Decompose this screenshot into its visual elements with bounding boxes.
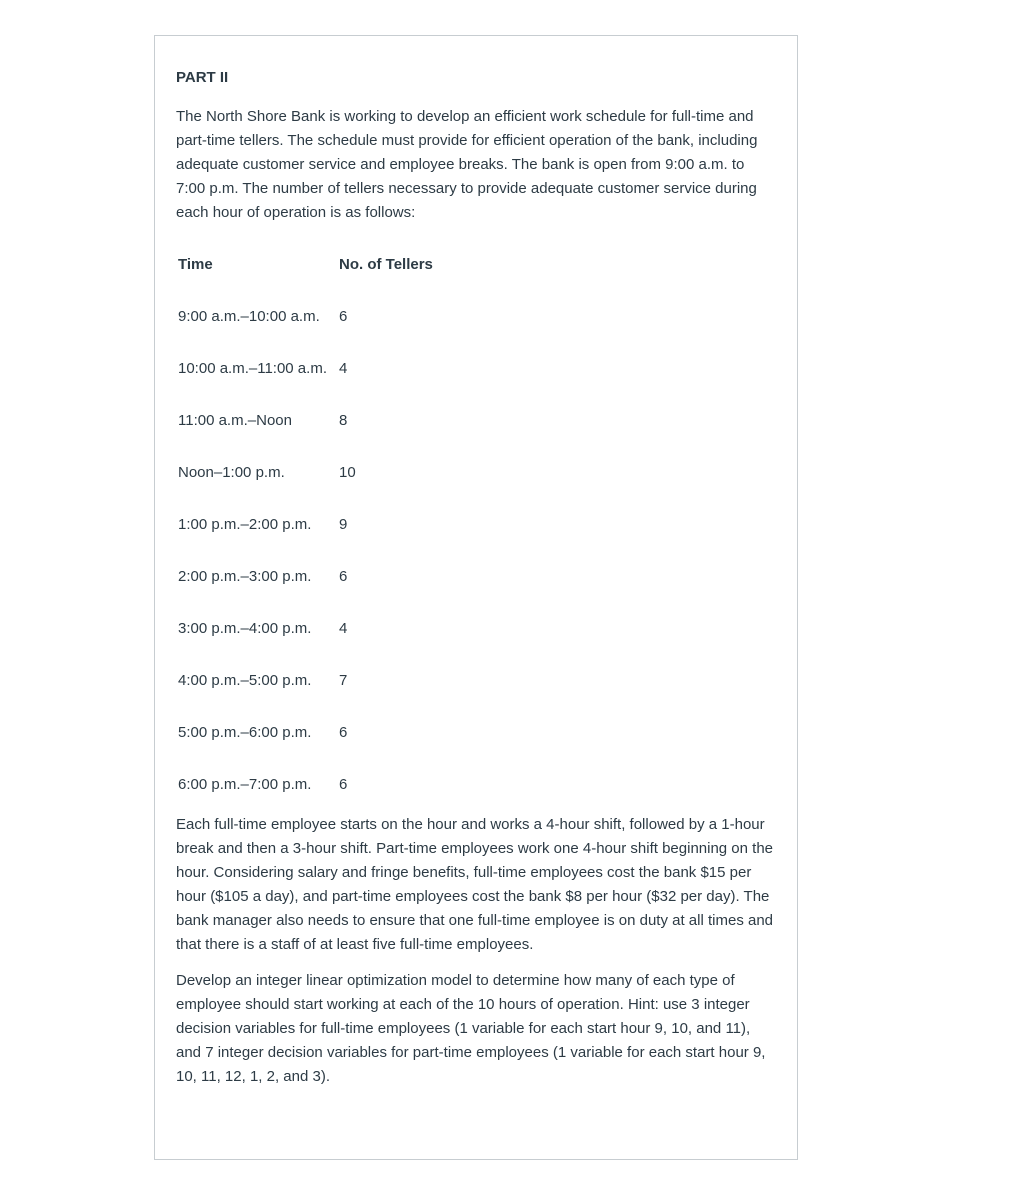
table-row: [178, 355, 433, 381]
tellers-cell: 4: [339, 359, 348, 377]
question-panel: [154, 35, 798, 1160]
shift-details-paragraph: Each full-time employee starts on the hour and works a 4-hour shift, followed by a 1-hour break and then a 3-hour shift. Part-time employees work one 4-hour shift beginning on the hour. Considering salary and fringe benefits, full-time employees cost the bank $15 per hour ($105 a day), and part-time employees cost the bank $8 per hour ($32 per day). The bank manager also needs to ensure that one full-time employee is on duty at all times and that there is a staff of at least five full-time employees.: [176, 816, 774, 953]
table-row: [178, 303, 433, 329]
time-cell: 4:00 p.m.–5:00 p.m.: [178, 671, 312, 689]
time-cell: 5:00 p.m.–6:00 p.m.: [178, 723, 312, 741]
time-cell: 10:00 a.m.–11:00 a.m.: [178, 359, 327, 377]
tellers-cell: 7: [339, 671, 348, 689]
table-row: [178, 667, 433, 693]
time-cell: 11:00 a.m.–Noon: [178, 411, 292, 429]
table-row: [178, 771, 433, 797]
time-column-header: Time: [178, 255, 213, 273]
tellers-column-header: No. of Tellers: [339, 255, 433, 273]
table-row: [178, 407, 433, 433]
tellers-table: [178, 251, 433, 797]
tellers-cell: 6: [339, 307, 348, 325]
table-header-row: [178, 251, 433, 277]
intro-paragraph: The North Shore Bank is working to develop an efficient work schedule for full-time and part-time tellers. The schedule must provide for efficient operation of the bank, including adequate customer service and employee breaks. The bank is open from 9:00 a.m. to 7:00 p.m. The number of tellers necessary to provide adequate customer service during each hour of operation is as follows:: [176, 108, 758, 221]
time-cell: Noon–1:00 p.m.: [178, 463, 285, 481]
table-row: [178, 563, 433, 589]
table-row: [178, 615, 433, 641]
task-paragraph: Develop an integer linear optimization model to determine how many of each type of employee should start working at each of the 10 hours of operation. Hint: use 3 integer decision variables for full-time employees (1 variable for each start hour 9, 10, and 11), and 7 integer decision variables for part-time employees (1 variable for each start hour 9, 10, 11, 12, 1, 2, and 3).: [176, 972, 766, 1085]
tellers-cell: 6: [339, 723, 348, 741]
part-heading: PART II: [176, 69, 229, 86]
tellers-cell: 6: [339, 567, 348, 585]
time-cell: 2:00 p.m.–3:00 p.m.: [178, 567, 312, 585]
time-cell: 6:00 p.m.–7:00 p.m.: [178, 775, 312, 793]
tellers-cell: 6: [339, 775, 348, 793]
table-row: [178, 511, 433, 537]
time-cell: 9:00 a.m.–10:00 a.m.: [178, 307, 320, 325]
table-row: [178, 719, 433, 745]
tellers-cell: 10: [339, 463, 356, 481]
tellers-cell: 9: [339, 515, 348, 533]
table-row: [178, 459, 433, 485]
tellers-cell: 4: [339, 619, 348, 637]
time-cell: 3:00 p.m.–4:00 p.m.: [178, 619, 312, 637]
time-cell: 1:00 p.m.–2:00 p.m.: [178, 515, 312, 533]
tellers-cell: 8: [339, 411, 348, 429]
